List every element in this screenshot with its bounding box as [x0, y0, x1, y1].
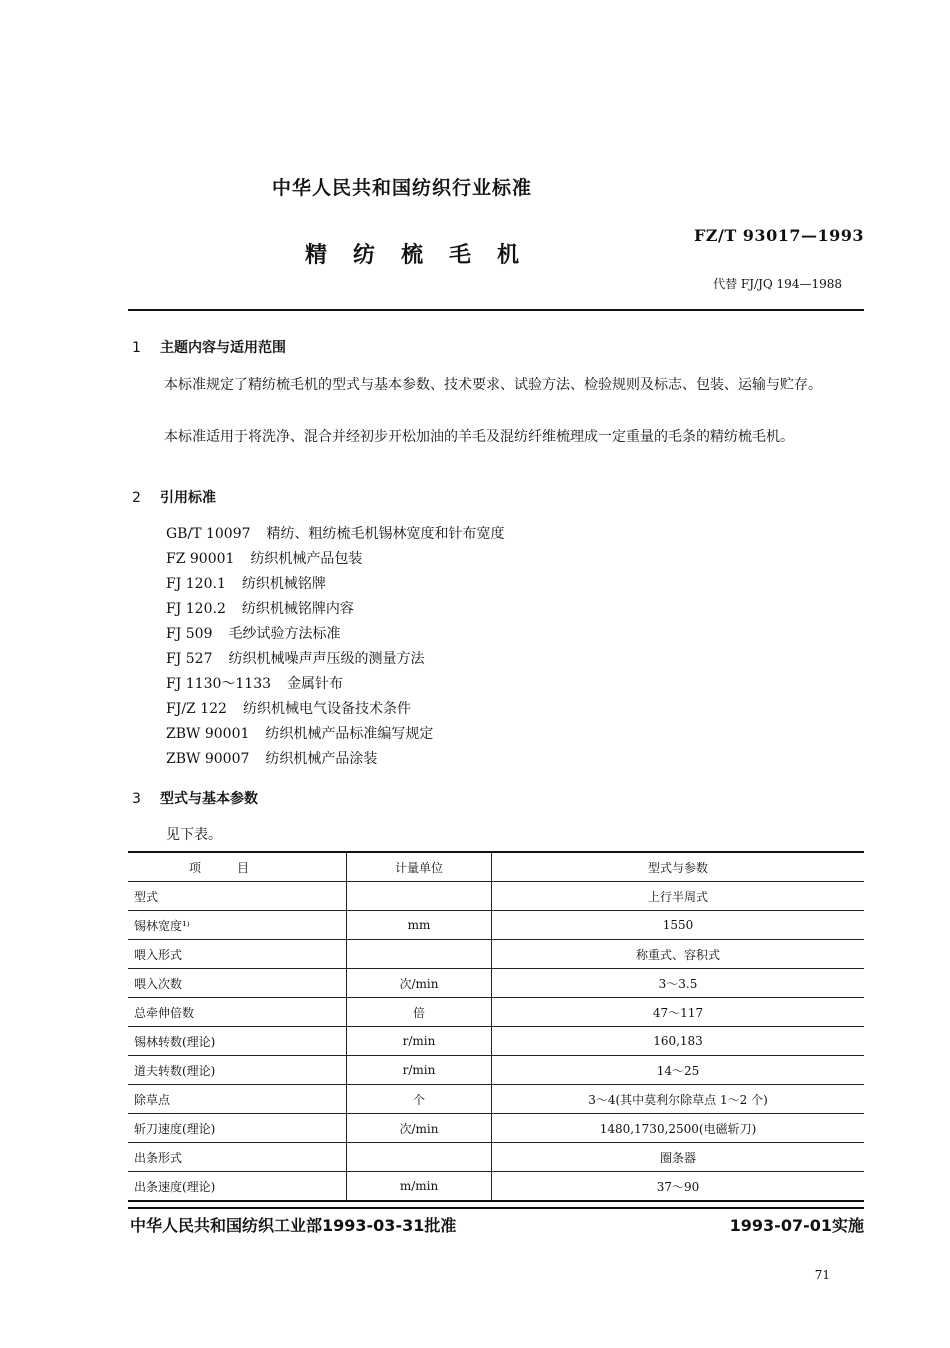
- cell-value: 160,183: [492, 1027, 865, 1056]
- section-number: 1: [132, 340, 141, 356]
- page-number: 71: [814, 1268, 830, 1282]
- cell-item: 出条速度(理论): [128, 1172, 347, 1202]
- cell-item: 斩刀速度(理论): [128, 1114, 347, 1143]
- cell-value: 称重式、容积式: [492, 940, 865, 969]
- reference-item: [166, 547, 505, 572]
- cell-value: 3～3.5: [492, 969, 865, 998]
- cell-item: 道夫转数(理论): [128, 1056, 347, 1085]
- cell-unit: 次/min: [347, 969, 492, 998]
- cell-item: 喂入形式: [128, 940, 347, 969]
- section-1-paragraph-1: 本标准规定了精纺梳毛机的型式与基本参数、技术要求、试验方法、检验规则及标志、包装、运输与贮存。: [164, 377, 822, 393]
- reference-code: ZBW 90007: [166, 751, 250, 767]
- reference-code: FZ 90001: [166, 551, 235, 567]
- reference-title: 纺织机械电气设备技术条件: [242, 701, 411, 717]
- issuer-approval: 中华人民共和国纺织工业部1993-03-31批准: [130, 1216, 457, 1235]
- parameter-table: [128, 851, 864, 1202]
- cell-item: 锡林转数(理论): [128, 1027, 347, 1056]
- cell-item: 除草点: [128, 1085, 347, 1114]
- cell-value: 47～117: [492, 998, 865, 1027]
- table-row: [128, 1114, 864, 1143]
- cell-unit: 个: [347, 1085, 492, 1114]
- reference-list: [166, 522, 505, 772]
- reference-title: 精纺、粗纺梳毛机锡林宽度和针布宽度: [266, 526, 505, 542]
- reference-title: 纺织机械铭牌: [241, 576, 326, 592]
- cell-unit: 次/min: [347, 1114, 492, 1143]
- header-value: 型式与参数: [492, 852, 865, 882]
- cell-item: 总牵伸倍数: [128, 998, 347, 1027]
- cell-unit: mm: [347, 911, 492, 940]
- section-2-heading: [132, 487, 216, 507]
- reference-item: [166, 597, 505, 622]
- reference-code: FJ 120.2: [166, 601, 226, 617]
- reference-code: FJ 527: [166, 651, 213, 667]
- reference-item: [166, 522, 505, 547]
- reference-item: [166, 672, 505, 697]
- cell-unit: m/min: [347, 1172, 492, 1202]
- cell-unit: r/min: [347, 1056, 492, 1085]
- replaces-note: 代替 FJ/JQ 194—1988: [713, 277, 842, 291]
- standard-number: FZ/T 93017—1993: [693, 226, 864, 245]
- reference-item: [166, 647, 505, 672]
- reference-title: 纺织机械铭牌内容: [241, 601, 354, 617]
- cell-unit: r/min: [347, 1027, 492, 1056]
- cell-unit: [347, 1143, 492, 1172]
- reference-code: FJ 1130～1133: [166, 676, 272, 692]
- cell-value: 圈条器: [492, 1143, 865, 1172]
- cell-item: 型式: [128, 882, 347, 911]
- reference-item: [166, 722, 505, 747]
- cell-unit: 倍: [347, 998, 492, 1027]
- table-row: [128, 1085, 864, 1114]
- reference-title: 纺织机械产品包装: [250, 551, 363, 567]
- section-1-paragraph-2: 本标准适用于将洗净、混合并经初步开松加油的羊毛及混纺纤维梳理成一定重量的毛条的精纺梳毛机。: [164, 429, 794, 445]
- reference-code: GB/T 10097: [166, 526, 251, 542]
- cell-item: 锡林宽度¹⁾: [128, 911, 347, 940]
- reference-title: 纺织机械产品标准编写规定: [265, 726, 434, 742]
- reference-code: FJ 509: [166, 626, 213, 642]
- reference-title: 毛纱试验方法标准: [228, 626, 341, 642]
- section-1-heading: [132, 337, 286, 357]
- section-title: 主题内容与适用范围: [160, 340, 286, 356]
- table-row: [128, 1027, 864, 1056]
- reference-item: [166, 622, 505, 647]
- cell-item: 出条形式: [128, 1143, 347, 1172]
- org-title: 中华人民共和国纺织行业标准: [272, 177, 533, 199]
- table-row: [128, 940, 864, 969]
- cell-unit: [347, 882, 492, 911]
- footer-rule: [128, 1207, 864, 1209]
- cell-value: 1550: [492, 911, 865, 940]
- implementation-date: 1993-07-01实施: [729, 1216, 864, 1235]
- table-row: [128, 882, 864, 911]
- reference-title: 纺织机械噪声声压级的测量方法: [228, 651, 425, 667]
- table-header-row: [128, 852, 864, 882]
- table-row: [128, 998, 864, 1027]
- reference-title: 纺织机械产品涂装: [265, 751, 378, 767]
- table-row: [128, 1172, 864, 1202]
- cell-value: 上行半周式: [492, 882, 865, 911]
- cell-item: 喂入次数: [128, 969, 347, 998]
- cell-value: 1480,1730,2500(电磁斩刀): [492, 1114, 865, 1143]
- header-unit: 计量单位: [347, 852, 492, 882]
- reference-code: FJ/Z 122: [166, 701, 227, 717]
- table-row: [128, 1143, 864, 1172]
- table-row: [128, 969, 864, 998]
- section-title: 引用标准: [160, 490, 216, 506]
- reference-item: [166, 697, 505, 722]
- reference-code: ZBW 90001: [166, 726, 250, 742]
- cell-value: 3～4(其中莫利尔除草点 1～2 个): [492, 1085, 865, 1114]
- section-3-heading: [132, 788, 258, 808]
- section-number: 2: [132, 490, 141, 506]
- table-row: [128, 1056, 864, 1085]
- reference-item: [166, 572, 505, 597]
- header-item: 项目: [128, 852, 347, 882]
- section-3-intro: 见下表。: [166, 827, 222, 843]
- document-title: 精纺梳毛机: [305, 243, 546, 268]
- section-title: 型式与基本参数: [160, 791, 258, 807]
- table-row: [128, 911, 864, 940]
- cell-value: 37～90: [492, 1172, 865, 1202]
- reference-item: [166, 747, 505, 772]
- cell-value: 14～25: [492, 1056, 865, 1085]
- section-number: 3: [132, 791, 141, 807]
- header-rule: [128, 309, 864, 311]
- reference-title: 金属针布: [287, 676, 344, 692]
- cell-unit: [347, 940, 492, 969]
- reference-code: FJ 120.1: [166, 576, 226, 592]
